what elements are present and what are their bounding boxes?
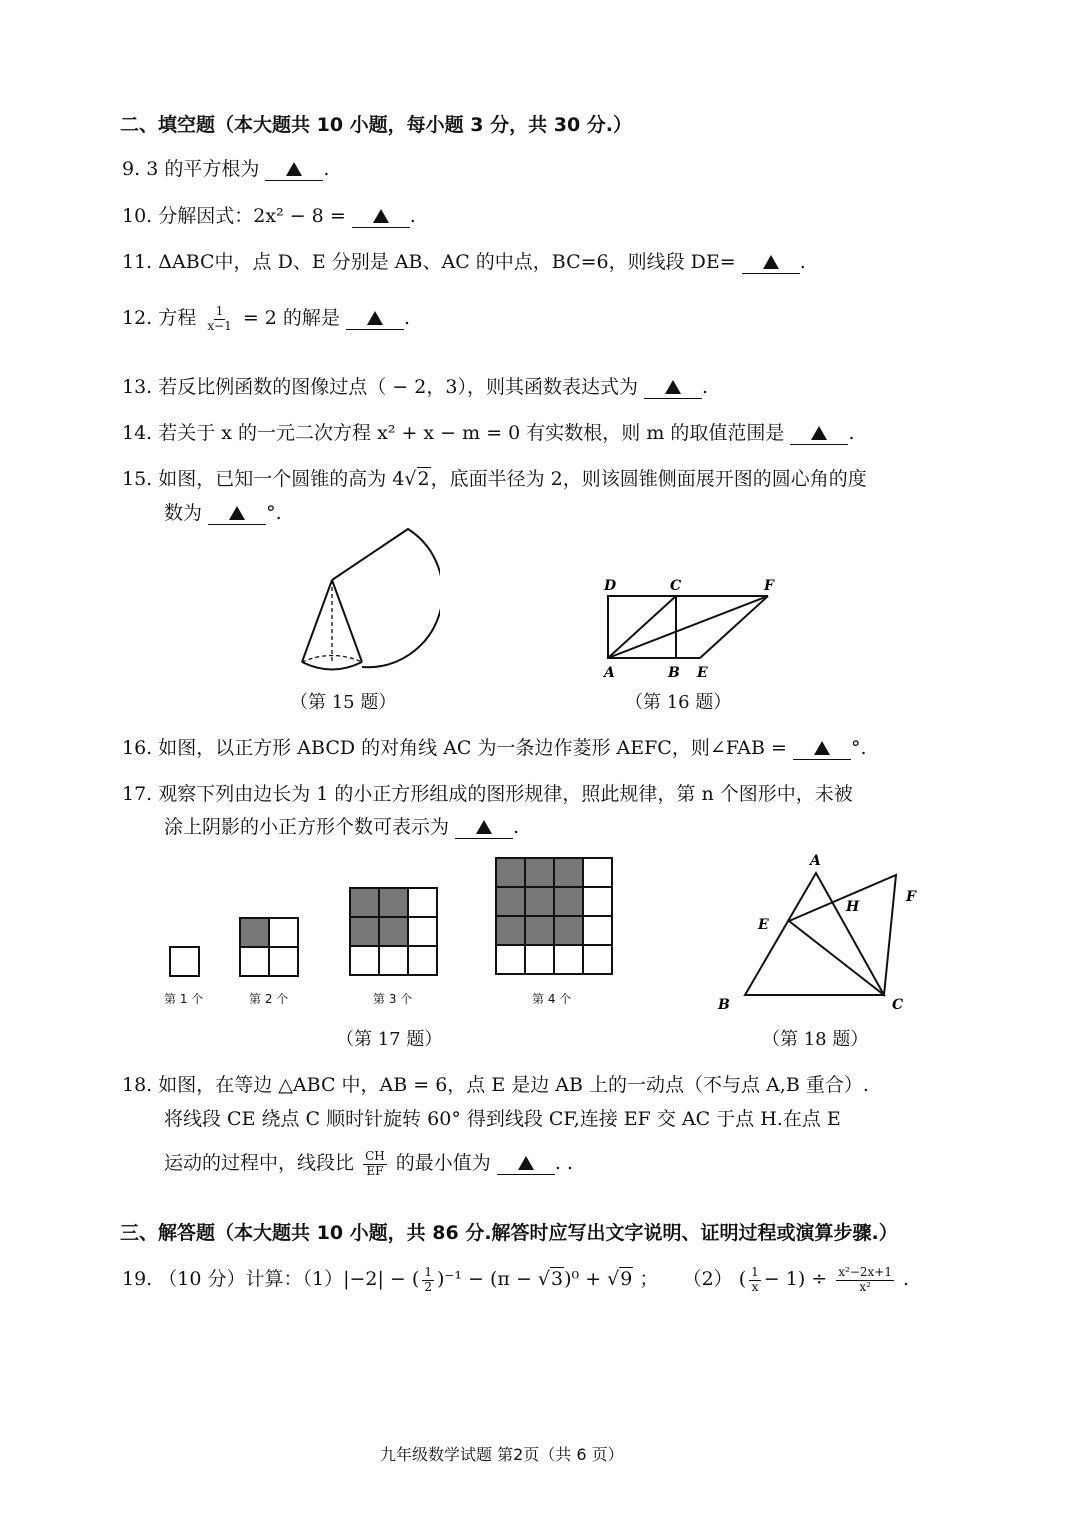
triangle-icon bbox=[518, 1156, 534, 1170]
label-C: C bbox=[670, 578, 682, 594]
label-F: F bbox=[764, 578, 774, 594]
label-H: H bbox=[846, 899, 860, 915]
fraction: $\frac{1}{x-1}$ bbox=[207, 303, 232, 333]
triangle-icon bbox=[763, 255, 779, 269]
figure-15-cone bbox=[290, 525, 440, 675]
fraction: $\frac{CH}{EF}$ bbox=[365, 1148, 385, 1178]
answer-blank bbox=[455, 817, 513, 839]
question-number: 13. bbox=[122, 376, 153, 398]
question-number: 9. bbox=[122, 158, 141, 180]
section-title-fill-in: 二、填空题（本大题共 10 小题，每小题 3 分，共 30 分.） bbox=[120, 114, 633, 136]
question-text: 如图，以正方形 ABCD 的对角线 AC 为一条边作菱形 AEFC，则∠FAB = bbox=[158, 737, 787, 759]
question-text: 若关于 x 的一元二次方程 x² + x − m = 0 有实数根，则 m 的取值范围是 bbox=[158, 422, 785, 444]
label-F: F bbox=[906, 889, 916, 905]
question-number: 15. bbox=[122, 468, 153, 490]
page-footer: 九年级数学试题 第2页（共 6 页） bbox=[380, 1445, 624, 1464]
caption-15: （第 15 题） bbox=[290, 692, 397, 713]
question-number: 11. bbox=[122, 251, 153, 273]
pattern-2 bbox=[240, 918, 298, 976]
triangle-icon bbox=[229, 506, 245, 520]
pattern-1 bbox=[170, 947, 199, 976]
question-text: 分解因式：2x² − 8 = bbox=[158, 205, 346, 227]
answer-blank bbox=[742, 252, 800, 274]
triangle-icon bbox=[367, 311, 383, 325]
question-13: 13. 若反比例函数的图像过点（ − 2，3），则其函数表达式为 . bbox=[122, 376, 709, 398]
answer-blank bbox=[208, 503, 266, 525]
answer-blank bbox=[644, 377, 702, 399]
question-number: 19. bbox=[122, 1268, 153, 1290]
question-18-line2: 将线段 CE 绕点 C 顺时针旋转 60° 得到线段 CF,连接 EF 交 AC 于点 H.在点 E bbox=[164, 1108, 841, 1130]
question-text: ΔABC中，点 D、E 分别是 AB、AC 的中点，BC=6，则线段 DE= bbox=[158, 251, 736, 273]
label-E: E bbox=[697, 665, 708, 681]
question-text: 若反比例函数的图像过点（ − 2，3），则其函数表达式为 bbox=[158, 376, 638, 398]
triangle-icon bbox=[476, 820, 492, 834]
pattern-1-label: 第 1 个 bbox=[164, 992, 204, 1006]
question-number: 12. bbox=[122, 307, 153, 329]
answer-blank bbox=[346, 308, 404, 330]
figure-18-triangle bbox=[712, 845, 932, 1015]
pattern-4 bbox=[496, 858, 612, 974]
triangle-icon bbox=[286, 162, 302, 176]
question-18-line3: 运动的过程中，线段比 $\frac{CH}{EF}$ 的最小值为 . . bbox=[164, 1148, 573, 1178]
label-E: E bbox=[758, 917, 769, 933]
figure-17-patterns bbox=[160, 850, 630, 982]
question-15-line2: 数为 °. bbox=[164, 502, 282, 524]
label-B: B bbox=[718, 997, 730, 1013]
answer-blank bbox=[352, 206, 410, 228]
answer-blank bbox=[265, 159, 323, 181]
pattern-2-label: 第 2 个 bbox=[249, 992, 289, 1006]
question-number: 17. bbox=[122, 783, 153, 805]
label-A: A bbox=[810, 853, 821, 869]
question-12: 12. 方程 $\frac{1}{x-1}$ = 2 的解是 . bbox=[122, 303, 411, 333]
question-17: 17. 观察下列由边长为 1 的小正方形组成的图形规律，照此规律，第 n 个图形中，未被 bbox=[122, 783, 853, 805]
question-17-line2: 涂上阴影的小正方形个数可表示为 . bbox=[164, 816, 520, 838]
fraction: $\frac{1}{2}$ bbox=[424, 1264, 432, 1294]
figure-16-square-rhombus bbox=[596, 574, 786, 684]
answer-blank bbox=[790, 423, 848, 445]
answer-blank bbox=[497, 1153, 555, 1175]
answer-blank bbox=[793, 738, 851, 760]
question-14: 14. 若关于 x 的一元二次方程 x² + x − m = 0 有实数根，则 m 的取值范围是 . bbox=[122, 422, 855, 444]
triangle-icon bbox=[665, 380, 681, 394]
question-number: 16. bbox=[122, 737, 153, 759]
caption-18: （第 18 题） bbox=[762, 1029, 869, 1050]
triangle-icon bbox=[811, 426, 827, 440]
caption-17: （第 17 题） bbox=[336, 1029, 443, 1050]
label-D: D bbox=[604, 578, 617, 594]
question-18: 18. 如图，在等边 △ABC 中，AB = 6，点 E 是边 AB 上的一动点（不与点 A,B 重合）. bbox=[122, 1074, 869, 1096]
fraction: $\frac{\text{x²−2x+1}}{\text{x²}}$ bbox=[838, 1264, 892, 1294]
question-number: 10. bbox=[122, 205, 153, 227]
pattern-3-label: 第 3 个 bbox=[373, 992, 413, 1006]
pattern-4-label: 第 4 个 bbox=[532, 992, 572, 1006]
section-title-answers: 三、解答题（本大题共 10 小题，共 86 分.解答时应写出文字说明、证明过程或演算步骤.） bbox=[120, 1222, 898, 1244]
caption-16: （第 16 题） bbox=[625, 692, 732, 713]
question-number: 14. bbox=[122, 422, 153, 444]
triangle-icon bbox=[814, 741, 830, 755]
pattern-3 bbox=[350, 888, 437, 975]
fraction: $\frac{1}{x}$ bbox=[751, 1264, 759, 1294]
label-C: C bbox=[892, 997, 904, 1013]
triangle-icon bbox=[373, 209, 389, 223]
question-15: 15. 如图，已知一个圆锥的高为 4√2，底面半径为 2，则该圆锥侧面展开图的圆心角的度 bbox=[122, 468, 867, 490]
question-number: 18. bbox=[122, 1074, 153, 1096]
label-B: B bbox=[668, 665, 680, 681]
question-9: 9. 3 的平方根为 . bbox=[122, 158, 330, 180]
question-19: 19. （10 分）计算：（1）|−2| − ( $\frac{1}{2}$ )⁻¹ − (π − √3)⁰ + √9 ； （2） ( $\frac{1}{x}$ − 1) ÷ $\frac{\text{x²−2x+1}}{\text{x²}}$ . bbox=[122, 1264, 910, 1294]
label-A: A bbox=[604, 665, 615, 681]
question-text: 3 的平方根为 bbox=[146, 158, 260, 180]
question-16: 16. 如图，以正方形 ABCD 的对角线 AC 为一条边作菱形 AEFC，则∠FAB = °. bbox=[122, 737, 867, 759]
question-10: 10. 分解因式：2x² − 8 = . bbox=[122, 205, 416, 227]
question-11: 11. ΔABC中，点 D、E 分别是 AB、AC 的中点，BC=6，则线段 DE= . bbox=[122, 251, 806, 273]
